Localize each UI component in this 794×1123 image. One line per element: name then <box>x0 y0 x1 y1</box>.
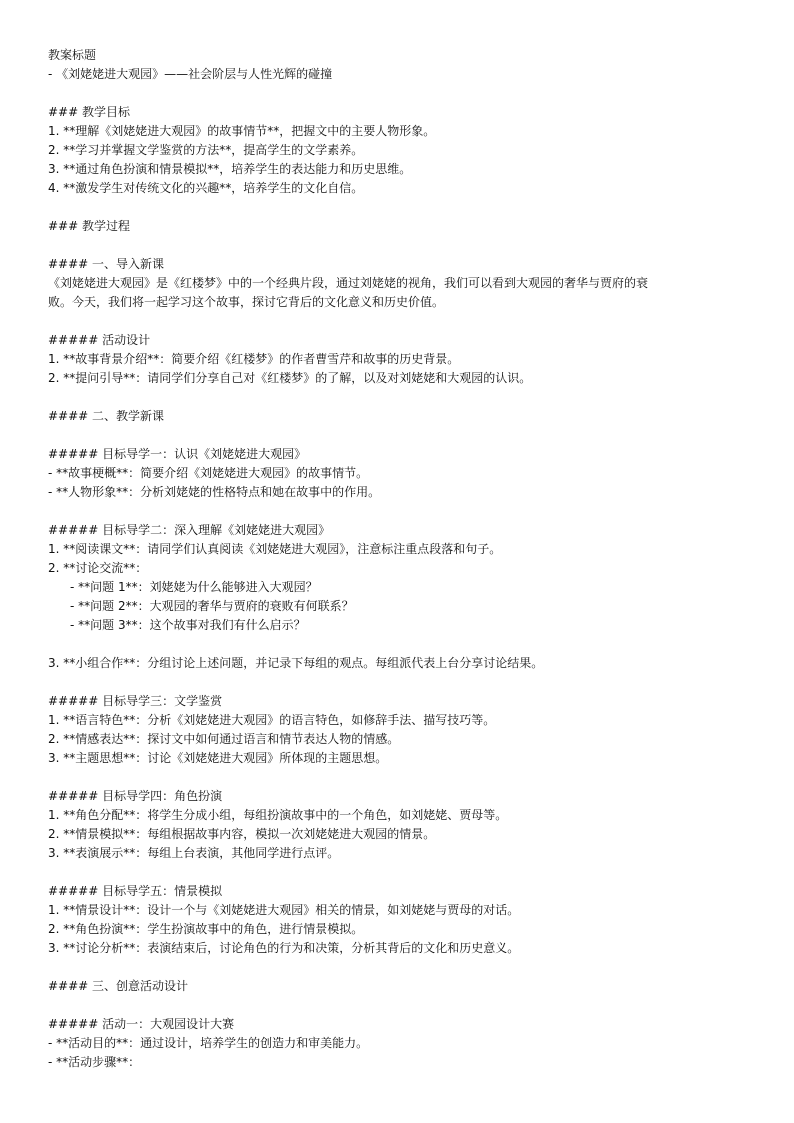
list-item: 2. **提问引导**：请同学们分享自己对《红楼梦》的了解，以及对刘姥姥和大观园的认识。 <box>48 371 532 385</box>
list-item: 2. **角色扮演**：学生扮演故事中的角色，进行情景模拟。 <box>48 922 364 936</box>
blank-line <box>48 996 758 1015</box>
list-item: 2. **学习并掌握文学鉴赏的方法**，提高学生的文学素养。 <box>48 143 364 157</box>
subsection-heading: #### 二、教学新课 <box>48 409 165 423</box>
list-item: 3. **主题思想**：讨论《刘姥姥进大观园》所体现的主题思想。 <box>48 751 388 765</box>
nested-list-item: - **问题 3**：这个故事对我们有什么启示？ <box>70 618 306 632</box>
nested-list-item: - **问题 1**：刘姥姥为什么能够进入大观园？ <box>70 580 318 594</box>
list-item: 1. **情景设计**：设计一个与《刘姥姥进大观园》相关的情景，如刘姥姥与贾母的对话。 <box>48 903 520 917</box>
list-item: - **人物形象**：分析刘姥姥的性格特点和她在故事中的作用。 <box>48 485 381 499</box>
section-heading: ### 教学过程 <box>48 219 130 233</box>
list-item: 1. **故事背景介绍**：简要介绍《红楼梦》的作者曹雪芹和故事的历史背景。 <box>48 352 460 366</box>
blank-line <box>48 502 758 521</box>
nested-list-item: - **问题 2**：大观园的奢华与贾府的衰败有何联系？ <box>70 599 354 613</box>
subsection-heading: #### 三、创意活动设计 <box>48 979 189 993</box>
list-item: 2. **讨论交流**： <box>48 561 148 575</box>
doc-heading: 教案标题 <box>48 48 97 62</box>
list-item: 1. **语言特色**：分析《刘姥姥进大观园》的语言特色，如修辞手法、描写技巧等。 <box>48 713 496 727</box>
subsubsection-heading: ##### 目标导学一：认识《刘姥姥进大观园》 <box>48 447 307 461</box>
blank-line <box>48 84 758 103</box>
list-item: 1. **理解《刘姥姥进大观园》的故事情节**，把握文中的主要人物形象。 <box>48 124 436 138</box>
blank-line <box>48 635 758 654</box>
blank-line <box>48 236 758 255</box>
list-item: - **活动步骤**： <box>48 1055 141 1069</box>
list-item: 1. **角色分配**：将学生分成小组，每组扮演故事中的一个角色，如刘姥姥、贾母等。 <box>48 808 508 822</box>
list-item: 2. **情景模拟**：每组根据故事内容，模拟一次刘姥姥进大观园的情景。 <box>48 827 436 841</box>
list-item: 1. **阅读课文**：请同学们认真阅读《刘姥姥进大观园》，注意标注重点段落和句子。 <box>48 542 502 556</box>
blank-line <box>48 426 758 445</box>
subsubsection-heading: ##### 目标导学四：角色扮演 <box>48 789 223 803</box>
blank-line <box>48 673 758 692</box>
subsubsection-heading: ##### 目标导学五：情景模拟 <box>48 884 223 898</box>
subsubsection-heading: ##### 目标导学二：深入理解《刘姥姥进大观园》 <box>48 523 331 537</box>
list-item: 3. **讨论分析**：表演结束后，讨论角色的行为和决策，分析其背后的文化和历史意义。 <box>48 941 520 955</box>
subsection-heading: #### 一、导入新课 <box>48 257 165 271</box>
list-item: 3. **通过角色扮演和情景模拟**，培养学生的表达能力和历史思维。 <box>48 162 412 176</box>
list-item: 3. **表演展示**：每组上台表演，其他同学进行点评。 <box>48 846 340 860</box>
document-body <box>48 46 758 1072</box>
list-item: 2. **情感表达**：探讨文中如何通过语言和情节表达人物的情感。 <box>48 732 400 746</box>
subsubsection-heading: ##### 活动一：大观园设计大赛 <box>48 1017 235 1031</box>
doc-title-line: - 《刘姥姥进大观园》——社会阶层与人性光辉的碰撞 <box>48 67 333 81</box>
blank-line <box>48 863 758 882</box>
paragraph-line: 《刘姥姥进大观园》是《红楼梦》中的一个经典片段，通过刘姥姥的视角，我们可以看到大观园的奢华与贾府的衰 <box>48 276 649 290</box>
blank-line <box>48 388 758 407</box>
list-item: 3. **小组合作**：分组讨论上述问题，并记录下每组的观点。每组派代表上台分享讨论结果。 <box>48 656 544 670</box>
blank-line <box>48 312 758 331</box>
subsubsection-heading: ##### 目标导学三：文学鉴赏 <box>48 694 223 708</box>
blank-line <box>48 768 758 787</box>
blank-line <box>48 198 758 217</box>
paragraph-line: 败。今天，我们将一起学习这个故事，探讨它背后的文化意义和历史价值。 <box>48 295 445 309</box>
list-item: - **故事梗概**：简要介绍《刘姥姥进大观园》的故事情节。 <box>48 466 369 480</box>
list-item: 4. **激发学生对传统文化的兴趣**，培养学生的文化自信。 <box>48 181 364 195</box>
section-heading: ### 教学目标 <box>48 105 130 119</box>
list-item: - **活动目的**：通过设计，培养学生的创造力和审美能力。 <box>48 1036 369 1050</box>
subsubsection-heading: ##### 活动设计 <box>48 333 151 347</box>
blank-line <box>48 958 758 977</box>
